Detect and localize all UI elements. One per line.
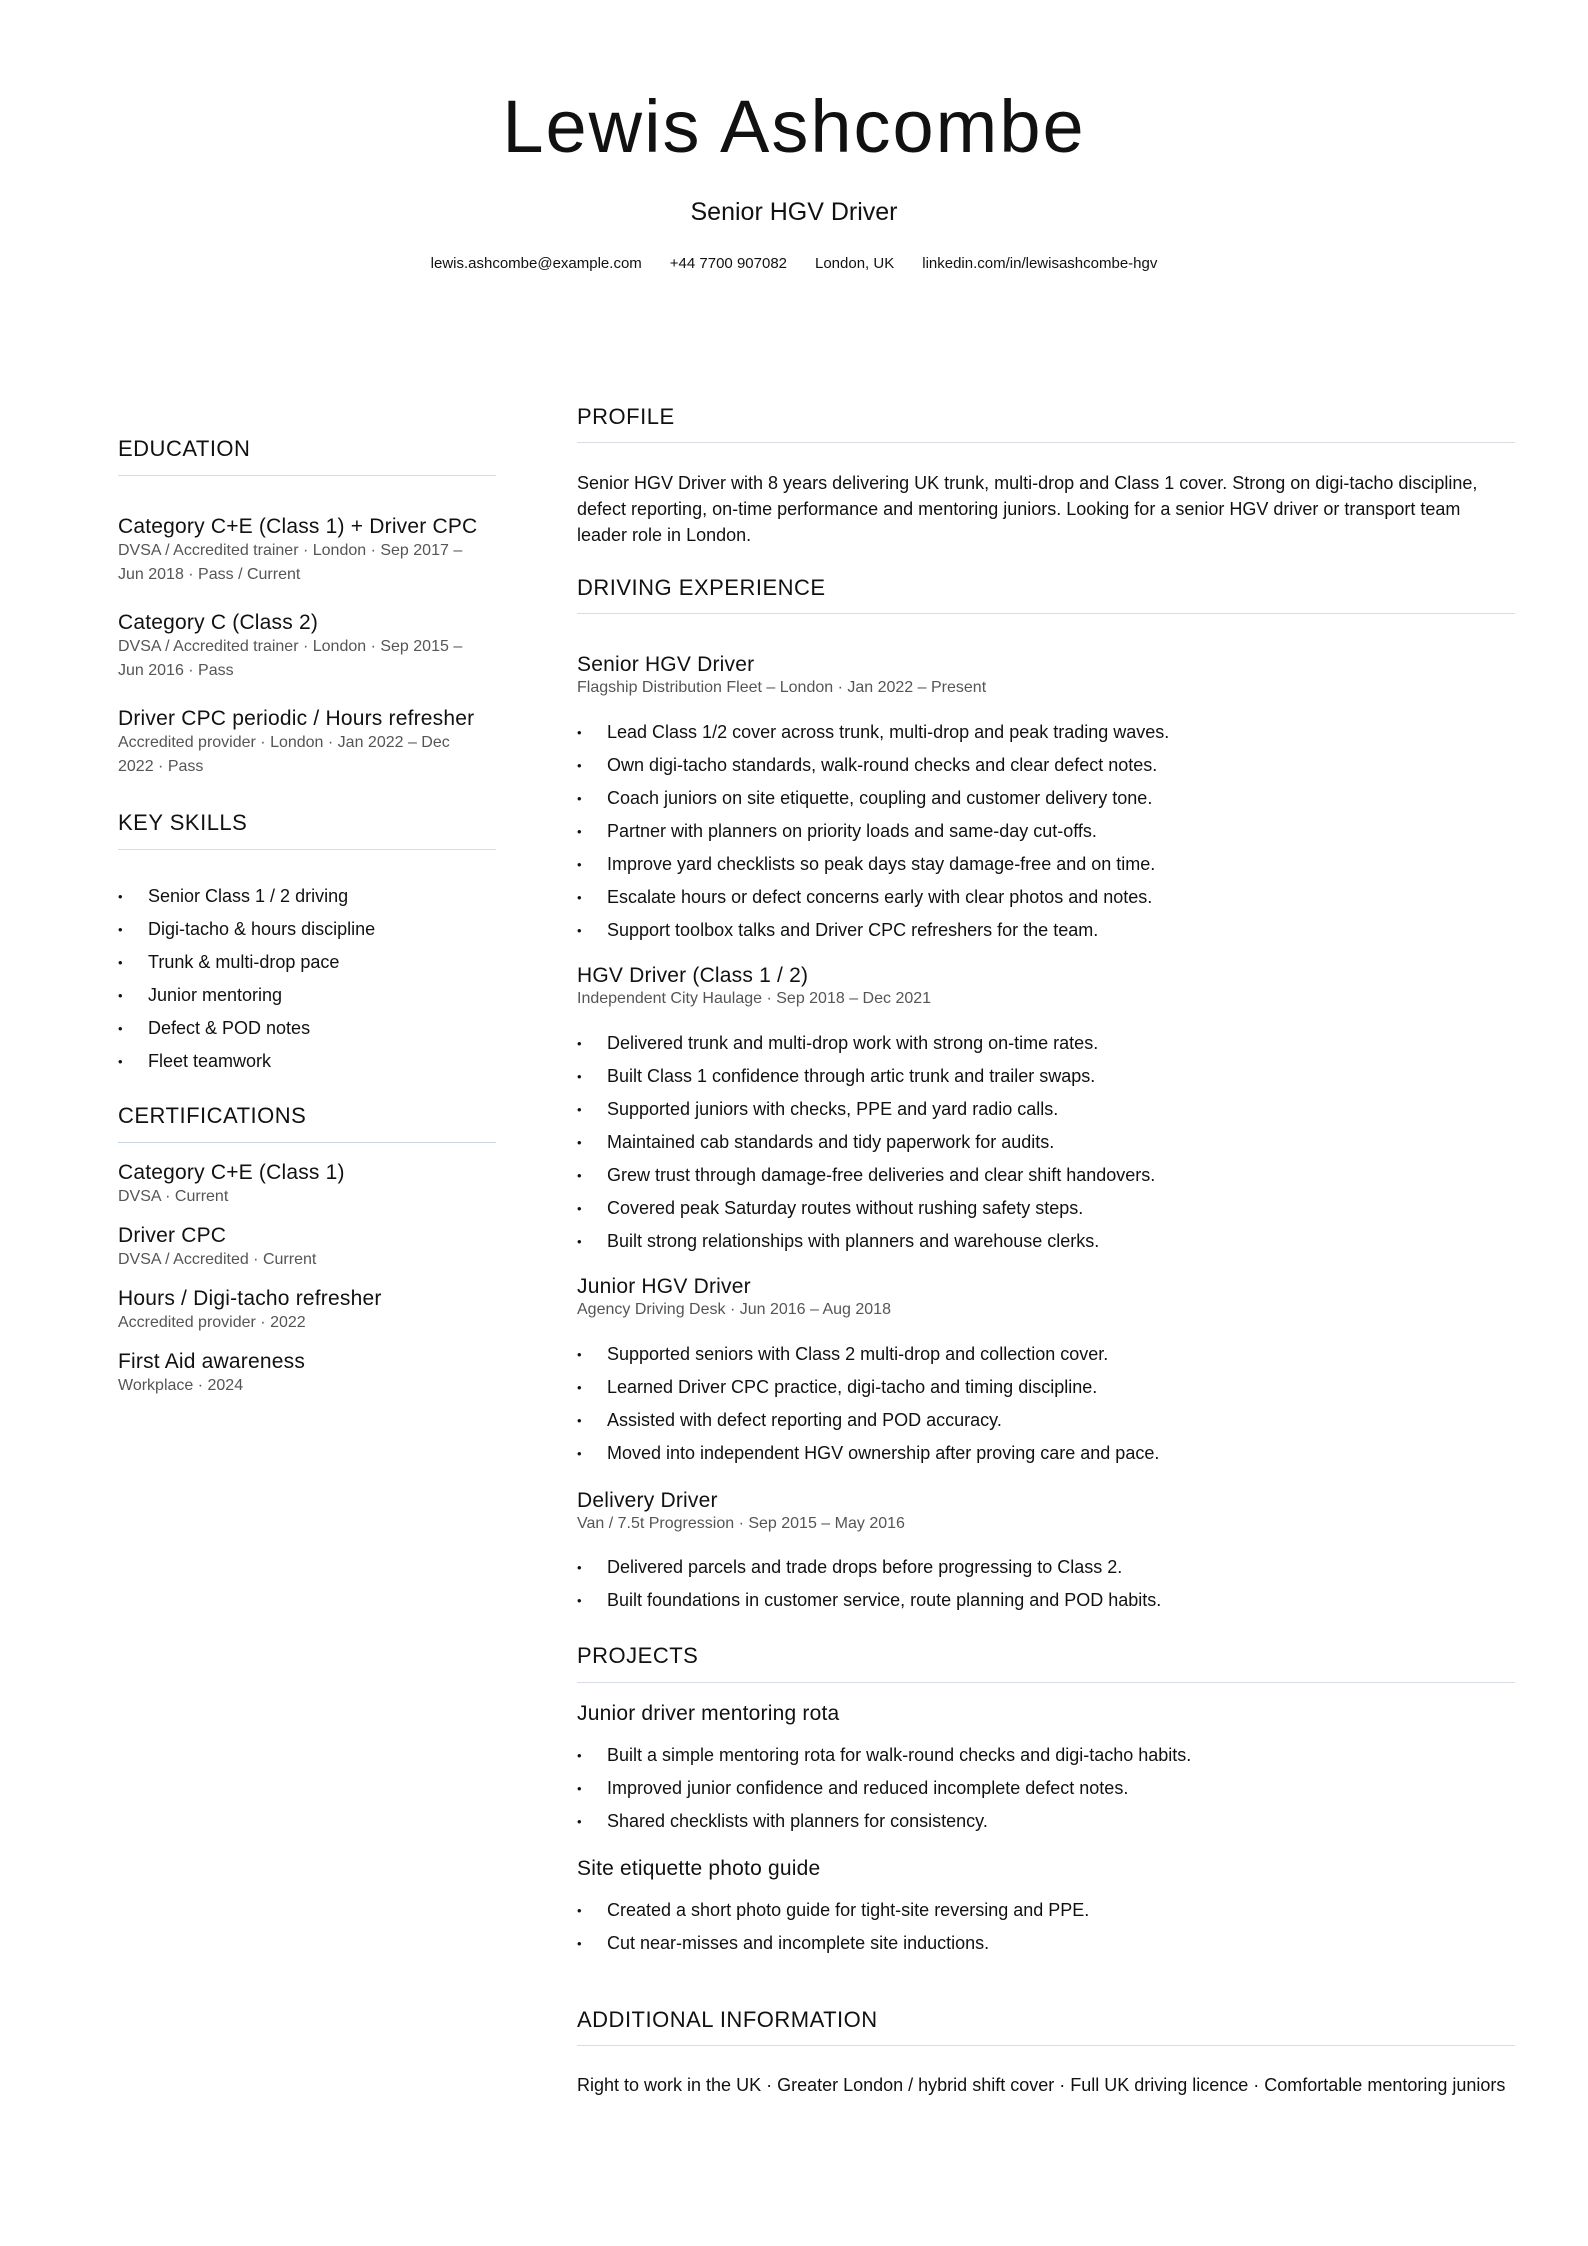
certification-title: Category C+E (Class 1) [118, 1161, 345, 1184]
skill-item: • Digi-tacho & hours discipline [118, 913, 496, 946]
skill-item: • Junior mentoring [118, 979, 496, 1012]
job-bullet: • Escalate hours or defect concerns early with clear photos and notes. [577, 881, 1515, 914]
job-company-dates: Agency Driving Desk · Jun 2016 – Aug 2018 [577, 1301, 891, 1318]
education-item-title: Category C (Class 2) [118, 611, 319, 634]
project-bullet: • Improved junior confidence and reduced incomplete defect notes. [577, 1772, 1515, 1805]
certification-detail: Accredited provider · 2022 [118, 1314, 306, 1332]
skill-item: • Senior Class 1 / 2 driving [118, 880, 496, 913]
project-bullet: • Built a simple mentoring rota for walk-round checks and digi-tacho habits. [577, 1739, 1515, 1772]
contact-phone[interactable]: +44 7700 907082 [669, 255, 787, 272]
education-item-detail: Jun 2016 · Pass [118, 662, 234, 680]
job-bullet: • Built Class 1 confidence through artic trunk and trailer swaps. [577, 1060, 1515, 1093]
certification-item [118, 1160, 496, 1209]
certifications-heading: CERTIFICATIONS [118, 1103, 307, 1128]
education-item-detail: 2022 · Pass [118, 758, 204, 776]
job-company-dates: Van / 7.5t Progression · Sep 2015 – May 2016 [577, 1515, 905, 1532]
job-bullet: • Assisted with defect reporting and POD accuracy. [577, 1404, 1515, 1437]
job-bullet: • Improve yard checklists so peak days stay damage-free and on time. [577, 848, 1515, 881]
project-bullets [577, 1739, 1515, 1838]
job-bullet: • Support toolbox talks and Driver CPC refreshers for the team. [577, 914, 1515, 947]
job-bullets [577, 1551, 1515, 1617]
job-bullet: • Covered peak Saturday routes without rushing safety steps. [577, 1192, 1515, 1225]
certification-detail: Workplace · 2024 [118, 1377, 244, 1395]
certification-title: First Aid awareness [118, 1350, 306, 1373]
education-divider [118, 475, 496, 476]
skills-heading: KEY SKILLS [118, 810, 248, 835]
job-bullets [577, 716, 1515, 947]
contact-location: London, UK [815, 255, 895, 272]
additional-text: Right to work in the UK · Greater London / hybrid shift cover · Full UK driving licence · Comfortable mentoring juniors [577, 2075, 1506, 2095]
education-item [118, 610, 496, 683]
projects-heading: PROJECTS [577, 1643, 699, 1668]
job-bullet: • Grew trust through damage-free deliveries and clear shift handovers. [577, 1159, 1515, 1192]
additional-heading: ADDITIONAL INFORMATION [577, 2007, 878, 2032]
job-bullet: • Built strong relationships with planners and warehouse clerks. [577, 1225, 1515, 1258]
project-bullet: • Cut near-misses and incomplete site inductions. [577, 1927, 1515, 1960]
job-bullet: • Delivered trunk and multi-drop work with strong on-time rates. [577, 1027, 1515, 1060]
experience-divider [577, 613, 1515, 614]
job-bullet: • Moved into independent HGV ownership after proving care and pace. [577, 1437, 1515, 1470]
certification-item [118, 1223, 496, 1272]
candidate-name: Lewis Ashcombe [502, 85, 1086, 168]
job-bullet: • Own digi-tacho standards, walk-round checks and clear defect notes. [577, 749, 1515, 782]
certification-item [118, 1286, 496, 1335]
job-bullet: • Delivered parcels and trade drops before progressing to Class 2. [577, 1551, 1515, 1584]
additional-divider [577, 2045, 1515, 2046]
education-item [118, 514, 496, 587]
job-bullet: • Built foundations in customer service, route planning and POD habits. [577, 1584, 1515, 1617]
certification-item [118, 1349, 496, 1398]
skill-item: • Fleet teamwork [118, 1045, 496, 1078]
project-title: Junior driver mentoring rota [577, 1702, 840, 1725]
education-item-title: Category C+E (Class 1) + Driver CPC [118, 515, 478, 538]
education-item-title: Driver CPC periodic / Hours refresher [118, 707, 475, 730]
education-item-detail: DVSA / Accredited trainer · London · Sep 2017 – [118, 542, 463, 560]
education-item-detail: Accredited provider · London · Jan 2022 – Dec [118, 734, 450, 752]
projects-divider [577, 1682, 1515, 1683]
certification-title: Hours / Digi-tacho refresher [118, 1287, 382, 1310]
skill-item: • Defect & POD notes [118, 1012, 496, 1045]
job-bullets [577, 1338, 1515, 1470]
job-bullet: • Lead Class 1/2 cover across trunk, multi-drop and peak trading waves. [577, 716, 1515, 749]
skills-divider [118, 849, 496, 850]
contact-line [0, 255, 1588, 272]
certification-detail: DVSA · Current [118, 1188, 229, 1206]
project-bullet: • Shared checklists with planners for consistency. [577, 1805, 1515, 1838]
skills-list [118, 880, 496, 1078]
education-item [118, 706, 496, 779]
job-bullet: • Coach juniors on site etiquette, coupling and customer delivery tone. [577, 782, 1515, 815]
job-bullet: • Partner with planners on priority loads and same-day cut-offs. [577, 815, 1515, 848]
profile-heading: PROFILE [577, 404, 675, 429]
education-item-detail: Jun 2018 · Pass / Current [118, 566, 301, 584]
project-title: Site etiquette photo guide [577, 1857, 821, 1880]
project-bullets [577, 1894, 1515, 1960]
job-title: Delivery Driver [577, 1489, 718, 1512]
candidate-role: Senior HGV Driver [690, 198, 898, 226]
certification-detail: DVSA / Accredited · Current [118, 1251, 317, 1269]
project-bullet: • Created a short photo guide for tight-site reversing and PPE. [577, 1894, 1515, 1927]
job-company-dates: Independent City Haulage · Sep 2018 – Dec 2021 [577, 990, 932, 1007]
contact-email[interactable]: lewis.ashcombe@example.com [430, 255, 642, 272]
certification-title: Driver CPC [118, 1224, 227, 1247]
contact-linkedin[interactable]: linkedin.com/in/lewisashcombe-hgv [922, 255, 1158, 272]
profile-divider [577, 442, 1515, 443]
job-bullet: • Learned Driver CPC practice, digi-tacho and timing discipline. [577, 1371, 1515, 1404]
job-title: Senior HGV Driver [577, 653, 755, 676]
job-bullets [577, 1027, 1515, 1258]
job-company-dates: Flagship Distribution Fleet – London · Jan 2022 – Present [577, 679, 987, 696]
job-title: HGV Driver (Class 1 / 2) [577, 964, 809, 987]
job-bullet: • Supported seniors with Class 2 multi-drop and collection cover. [577, 1338, 1515, 1371]
experience-heading: DRIVING EXPERIENCE [577, 575, 826, 600]
education-item-detail: DVSA / Accredited trainer · London · Sep 2015 – [118, 638, 463, 656]
job-title: Junior HGV Driver [577, 1275, 751, 1298]
job-bullet: • Maintained cab standards and tidy paperwork for audits. [577, 1126, 1515, 1159]
profile-text: Senior HGV Driver with 8 years delivering UK trunk, multi-drop and Class 1 cover. Strong on digi-tacho discipline, defect reporting, on-time performance and mentoring juniors. Looking for a senior HGV driver or transport team leader role in London. [577, 473, 1478, 545]
skill-item: • Trunk & multi-drop pace [118, 946, 496, 979]
certifications-divider [118, 1142, 496, 1143]
job-bullet: • Supported juniors with checks, PPE and yard radio calls. [577, 1093, 1515, 1126]
education-heading: EDUCATION [118, 436, 251, 461]
